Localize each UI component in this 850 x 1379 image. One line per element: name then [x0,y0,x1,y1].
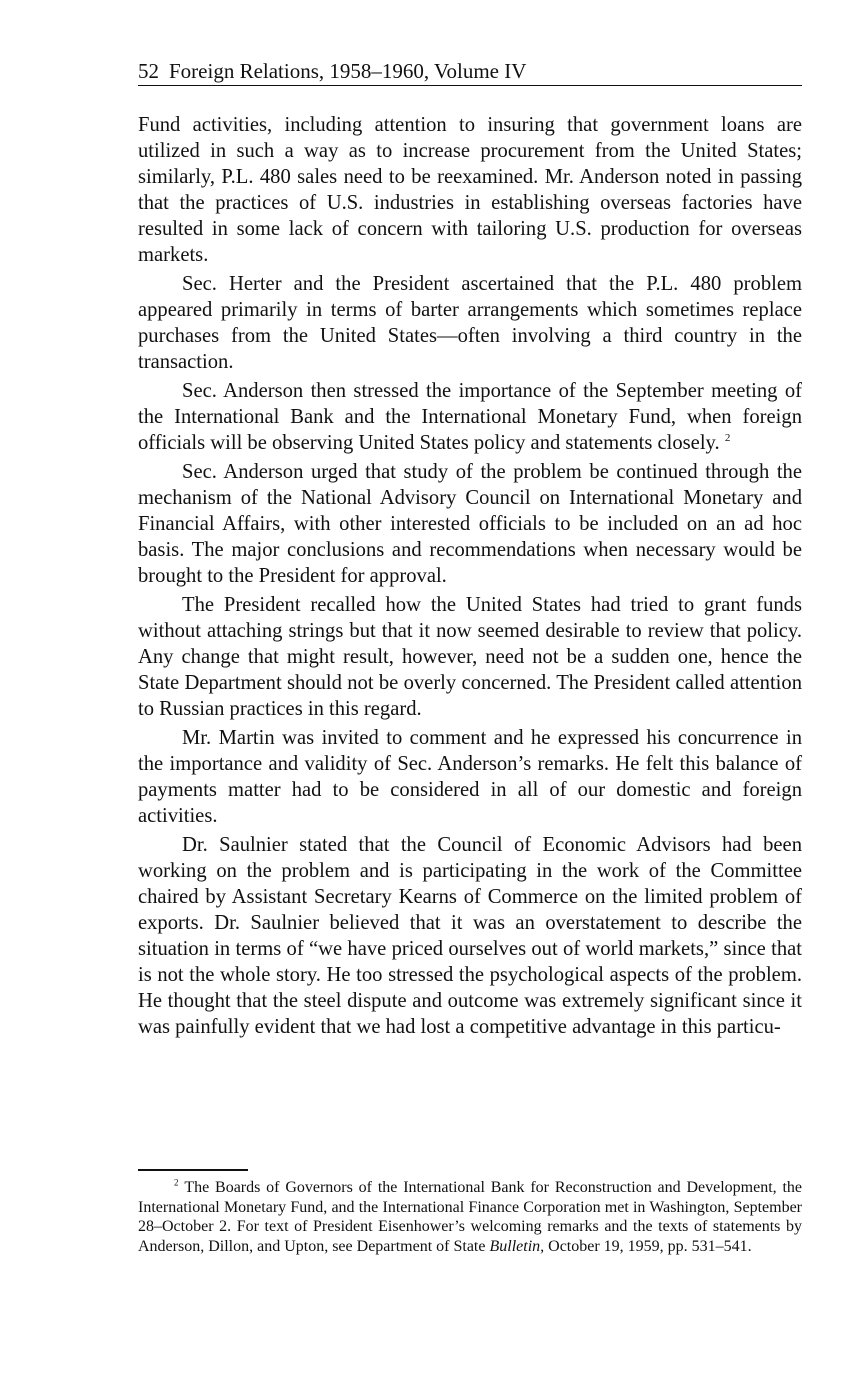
footnote-divider [138,1169,248,1171]
footnote-italic-title: Bulletin, [489,1237,545,1255]
paragraph: Dr. Saulnier stated that the Council of Economic Advisors had been working on the problem and is participating in the work of the Committee chaired by Assistant Secretary Kearns of Commerce on the limited problem of exports. Dr. Saulnier believed that it was an overstatement to describe the situation in terms of “we have priced ourselves out of world markets,” since that is not the whole story. He too stressed the psychological aspects of the problem. He thought that the steel dispute and outcome was extremely significant since it was painfully evident that we had lost a competitive advantage in this particu- [138,834,802,1038]
paragraph: Fund activities, including attention to insuring that government loans are utilized in such a way as to increase procurement from the United States; similarly, P.L. 480 sales need to be reexamined. Mr. Anderson noted in passing that the practices of U.S. industries in establishing overseas factories have resulted in some lack of concern with tailoring U.S. production for overseas markets. [138,114,802,266]
footnote-text: The Boards of Governors of the International Bank for Reconstruction and Development, the International Monetary Fund, and the International Finance Corporation met in Washington, September 28–October 2. For text of President Eisenhower’s welcoming remarks and the texts of statements by Anderson, Dillon, and Upton, see Department of State [138,1179,803,1255]
running-head-title: Foreign Relations, 1958–1960, Volume IV [169,59,527,83]
footnote-number: 2 [174,1177,179,1188]
running-head [138,58,802,86]
paragraph: Sec. Anderson urged that study of the problem be continued through the mechanism of the National Advisory Council on International Monetary and Financial Affairs, with other interested officials to be included on an ad hoc basis. The major conclusions and recommendations when necessary would be brought to the President for approval. [138,461,802,587]
paragraph-text: Sec. Anderson then stressed the importance of the September meeting of the International Bank and the International Monetary Fund, when foreign officials will be observing United States policy and statements closely. [138,380,802,454]
page-number: 52 [138,59,159,83]
paragraph: Sec. Herter and the President ascertained that the P.L. 480 problem appeared primarily in terms of barter arrangements which sometimes replace purchases from the United States—often involving a third country in the transaction. [138,273,802,373]
paragraph: The President recalled how the United States had tried to grant funds without attaching strings but that it now seemed desirable to review that policy. Any change that might result, however, need not be a sudden one, hence the State Department should not be overly concerned. The President called attention to Russian practices in this regard. [138,594,802,720]
footnote-reference: 2 [724,432,731,445]
footnote-citation: October 19, 1959, pp. 531–541. [544,1237,752,1255]
paragraph [138,378,802,456]
footnote [138,1178,802,1256]
body-text [138,112,802,1043]
paragraph: Mr. Martin was invited to comment and he expressed his concurrence in the importance and validity of Sec. Anderson’s remarks. He felt this balance of payments matter had to be considered in all of our domestic and foreign activities. [138,727,802,827]
